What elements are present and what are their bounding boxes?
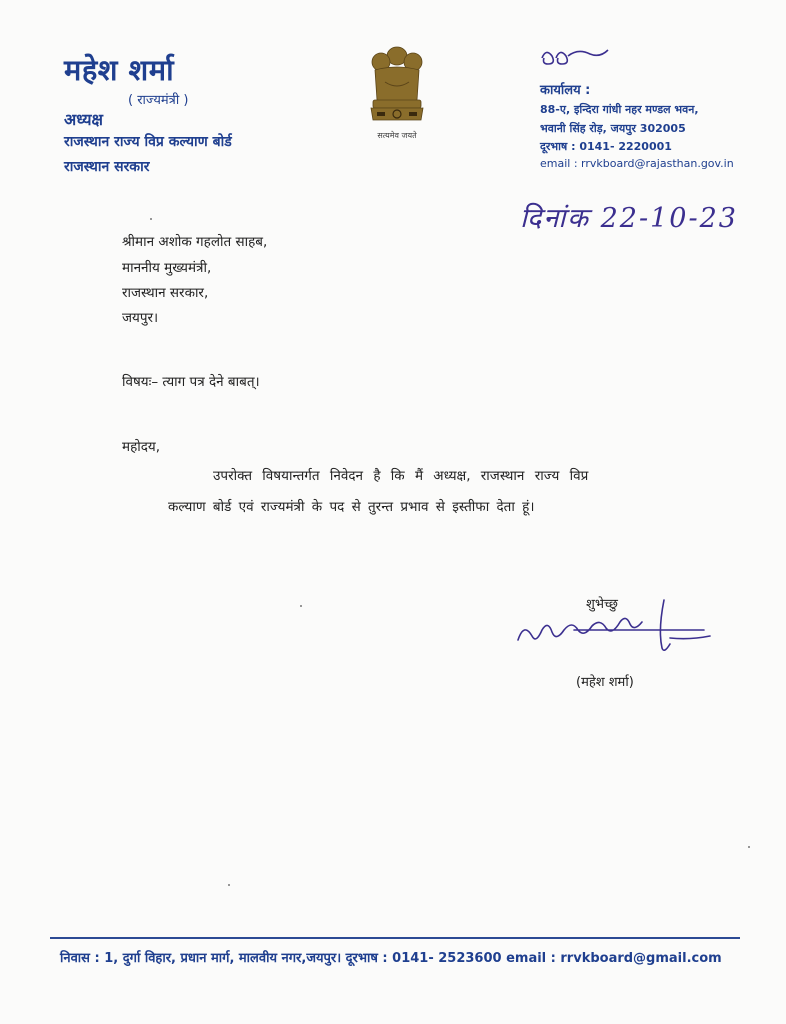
letterhead-name: महेश शर्मा: [64, 53, 175, 87]
handwritten-signature: [514, 590, 714, 660]
letterhead-board: राजस्थान राज्य विप्र कल्याण बोर्ड: [64, 134, 232, 150]
office-label: कार्यालय :: [540, 83, 591, 98]
letterhead-rank: ( राज्यमंत्री ): [128, 93, 189, 108]
emblem-motto: सत्यमेव जयते: [377, 131, 417, 140]
office-address-line-1: 88-ए, इन्दिरा गांधी नहर मण्डल भवन,: [540, 103, 699, 116]
office-address-line-2: भवानी सिंह रोड़, जयपुर 302005: [540, 122, 686, 135]
signatory-name: (महेश शर्मा): [576, 675, 634, 690]
recipient-line-3: राजस्थान सरकार,: [122, 285, 209, 301]
scan-speck: [300, 605, 302, 607]
scan-speck: [228, 884, 230, 886]
closing: शुभेच्छु: [586, 597, 618, 612]
footer-residence: निवास : 1, दुर्गा विहार, प्रधान मार्ग, मालवीय नगर,जयपुर। दूरभाष : 0141- 2523600 email : rrvkboard@gmail.com: [60, 951, 722, 966]
national-emblem: [355, 42, 439, 146]
recipient-line-2: माननीय मुख्यमंत्री,: [122, 260, 212, 276]
lion-capital-icon: [355, 42, 439, 130]
footer-divider: [50, 937, 740, 939]
letterhead-government: राजस्थान सरकार: [64, 159, 150, 175]
initials-signature: [538, 44, 610, 74]
office-email: email : rrvkboard@rajasthan.gov.in: [540, 157, 734, 170]
scan-speck: [150, 218, 152, 220]
body-line-2: कल्याण बोर्ड एवं राज्यमंत्री के पद से तुरन्त प्रभाव से इस्तीफा देता हूं।: [168, 499, 535, 515]
letterhead-position: अध्यक्ष: [64, 110, 103, 129]
handwritten-date: दिनांक 22-10-23: [520, 203, 738, 234]
office-phone: दूरभाष : 0141- 2220001: [540, 140, 672, 153]
recipient-line-1: श्रीमान अशोक गहलोत साहब,: [122, 234, 268, 250]
scan-speck: [748, 846, 750, 848]
body-line-1: उपरोक्त विषयान्तर्गत निवेदन है कि मैं अध्यक्ष, राजस्थान राज्य विप्र: [213, 468, 589, 484]
recipient-line-4: जयपुर।: [122, 310, 159, 326]
letter-subject: विषयः– त्याग पत्र देने बाबत्।: [122, 374, 260, 390]
salutation: महोदय,: [122, 439, 161, 455]
